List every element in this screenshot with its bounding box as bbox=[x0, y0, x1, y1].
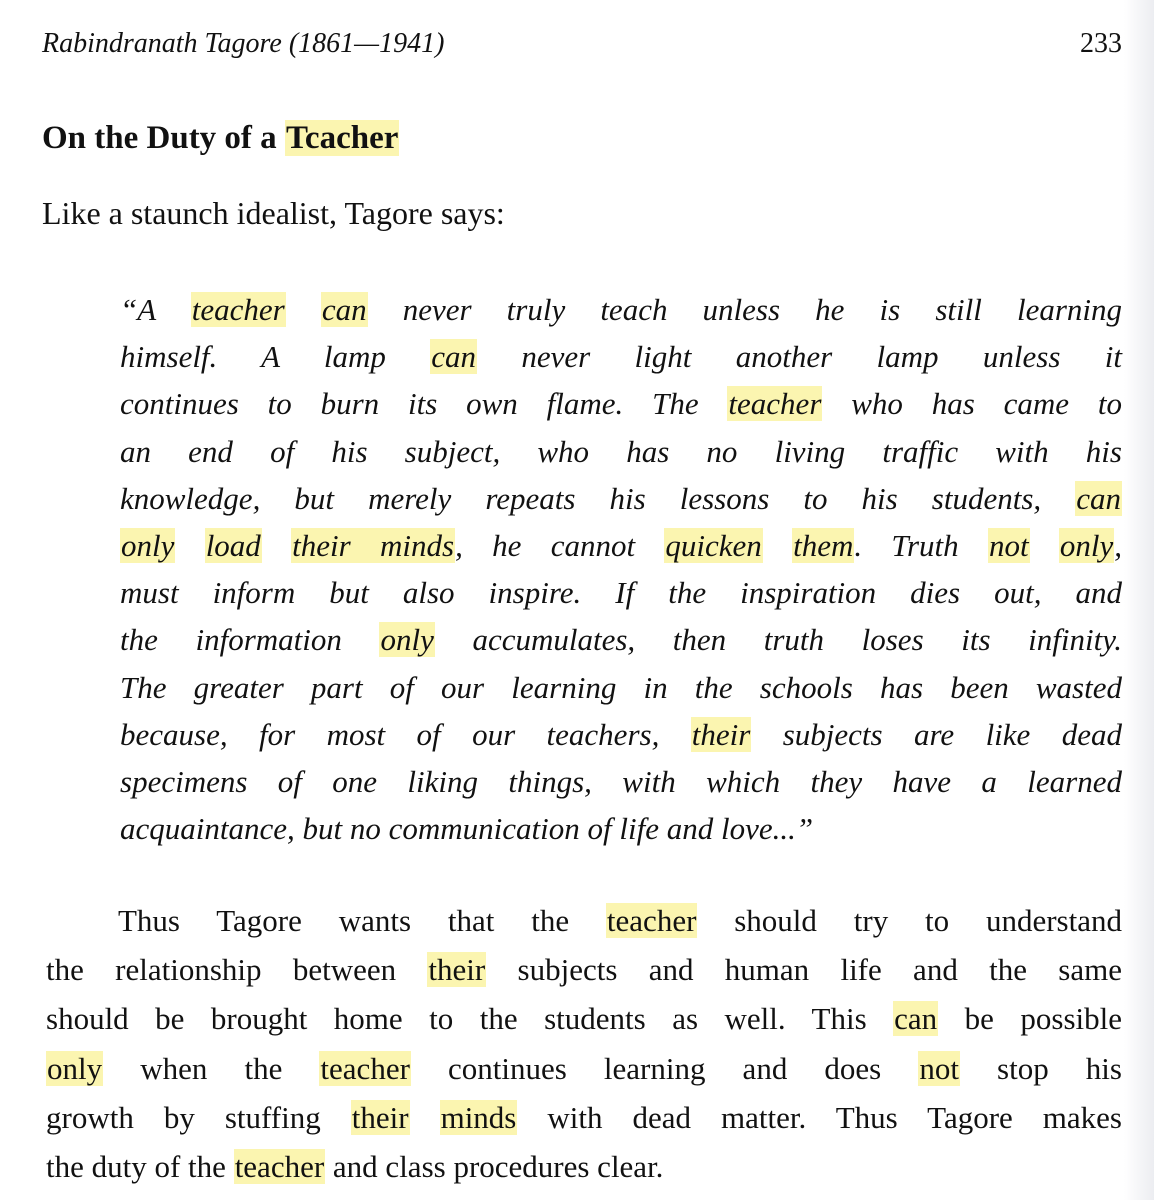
highlighted-word: only bbox=[47, 1050, 103, 1086]
text-run: subjects are like dead bbox=[751, 716, 1122, 752]
text-line bbox=[120, 286, 1122, 333]
body-paragraph bbox=[46, 896, 1122, 1191]
text-run: never light another lamp unless it bbox=[476, 339, 1123, 375]
text-line bbox=[120, 522, 1122, 569]
text-run: The greater part of our learning in the schools has been wasted bbox=[120, 669, 1122, 705]
text-line bbox=[120, 664, 1122, 711]
text-line bbox=[120, 616, 1122, 663]
running-title: Rabindranath Tagore (1861—1941) bbox=[42, 28, 445, 59]
page-number: 233 bbox=[1080, 28, 1122, 59]
text-run: specimens of one liking things, with which they have a learned bbox=[120, 763, 1122, 799]
text-run: , bbox=[1114, 527, 1123, 563]
text-line bbox=[120, 758, 1122, 805]
text-line bbox=[120, 333, 1122, 380]
highlighted-word: teacher bbox=[606, 903, 697, 938]
text-line bbox=[120, 428, 1122, 475]
highlighted-word: their bbox=[428, 952, 486, 988]
text-run: because, for most of our teachers, bbox=[120, 716, 691, 752]
text-run bbox=[1030, 528, 1059, 563]
text-run: the relationship between bbox=[46, 952, 428, 988]
text-run: the information bbox=[120, 622, 380, 658]
highlighted-word: can bbox=[431, 339, 476, 375]
highlighted-word: only bbox=[1059, 527, 1114, 563]
text-run: never truly teach unless he is still learning bbox=[367, 292, 1123, 327]
text-run: acquaintance, but no communication of life and love...” bbox=[120, 811, 814, 847]
text-run: “A bbox=[120, 292, 191, 327]
text-run: . Truth bbox=[854, 527, 988, 563]
text-run: and class procedures clear. bbox=[325, 1148, 664, 1184]
highlighted-word: teacher bbox=[191, 292, 285, 327]
text-run: who has came to bbox=[822, 386, 1122, 422]
highlighted-word: only bbox=[380, 622, 434, 658]
highlighted-word: minds bbox=[440, 1099, 517, 1135]
highlighted-word: Tcacher bbox=[285, 120, 399, 156]
text-run: continues learning and does bbox=[410, 1050, 919, 1086]
text-line bbox=[46, 945, 1122, 994]
text-run: stop his bbox=[959, 1050, 1122, 1086]
block-quote bbox=[120, 286, 1122, 852]
highlighted-word: can bbox=[1076, 480, 1121, 516]
highlighted-word: teacher bbox=[320, 1050, 410, 1086]
highlighted-word: not bbox=[988, 527, 1029, 563]
text-line bbox=[46, 1044, 1122, 1093]
text-run: with dead matter. Thus Tagore makes bbox=[517, 1099, 1122, 1135]
text-run bbox=[286, 292, 321, 327]
text-run: Thus Tagore wants that the bbox=[118, 903, 606, 938]
text-line bbox=[120, 805, 1122, 852]
highlighted-word: their minds bbox=[292, 527, 455, 563]
text-run: himself. A lamp bbox=[120, 339, 431, 375]
highlighted-word: can bbox=[321, 292, 367, 327]
text-line bbox=[46, 1093, 1122, 1142]
section-title bbox=[42, 120, 399, 157]
text-line bbox=[46, 1142, 1122, 1191]
text-run: be possible bbox=[938, 1001, 1123, 1037]
highlighted-word: not bbox=[919, 1050, 959, 1086]
text-run bbox=[262, 528, 291, 563]
text-run: when the bbox=[103, 1050, 320, 1086]
highlighted-word: quicken bbox=[665, 527, 762, 563]
text-line bbox=[120, 569, 1122, 616]
text-line bbox=[120, 711, 1122, 758]
text-line bbox=[46, 994, 1122, 1043]
text-line bbox=[120, 380, 1122, 427]
text-run bbox=[175, 528, 204, 563]
text-run: accumulates, then truth loses its infinity. bbox=[434, 622, 1122, 658]
text-run: an end of his subject, who has no living traffic with his bbox=[120, 433, 1122, 469]
highlighted-word: them bbox=[793, 527, 854, 563]
text-run: growth by stuffing bbox=[46, 1099, 351, 1135]
text-run: should be brought home to the students as well. This bbox=[46, 1001, 894, 1037]
intro-line: Like a staunch idealist, Tagore says: bbox=[42, 195, 505, 231]
text-run: should try to understand bbox=[697, 903, 1122, 938]
highlighted-word: can bbox=[894, 1001, 938, 1037]
text-run: , he cannot bbox=[455, 527, 665, 563]
section-title-text: On the Duty of a bbox=[42, 120, 285, 156]
running-header bbox=[42, 28, 1122, 68]
text-run: must inform but also inspire. If the inspiration dies out, and bbox=[120, 575, 1122, 611]
text-run: subjects and human life and the same bbox=[486, 952, 1122, 988]
text-run: continues to burn its own flame. The bbox=[120, 386, 728, 422]
text-run: the duty of the bbox=[46, 1148, 234, 1184]
text-line bbox=[120, 475, 1122, 522]
highlighted-word: load bbox=[205, 527, 261, 563]
text-run bbox=[763, 528, 792, 563]
highlighted-word: only bbox=[121, 527, 175, 563]
highlighted-word: their bbox=[691, 716, 751, 752]
page-edge-shadow bbox=[1124, 0, 1154, 1200]
text-line bbox=[46, 896, 1122, 945]
highlighted-word: teacher bbox=[234, 1148, 325, 1184]
text-run: knowledge, but merely repeats his lessons to his students, bbox=[120, 480, 1076, 516]
text-run bbox=[410, 1100, 440, 1135]
highlighted-word: teacher bbox=[728, 386, 822, 422]
highlighted-word: their bbox=[351, 1099, 409, 1135]
